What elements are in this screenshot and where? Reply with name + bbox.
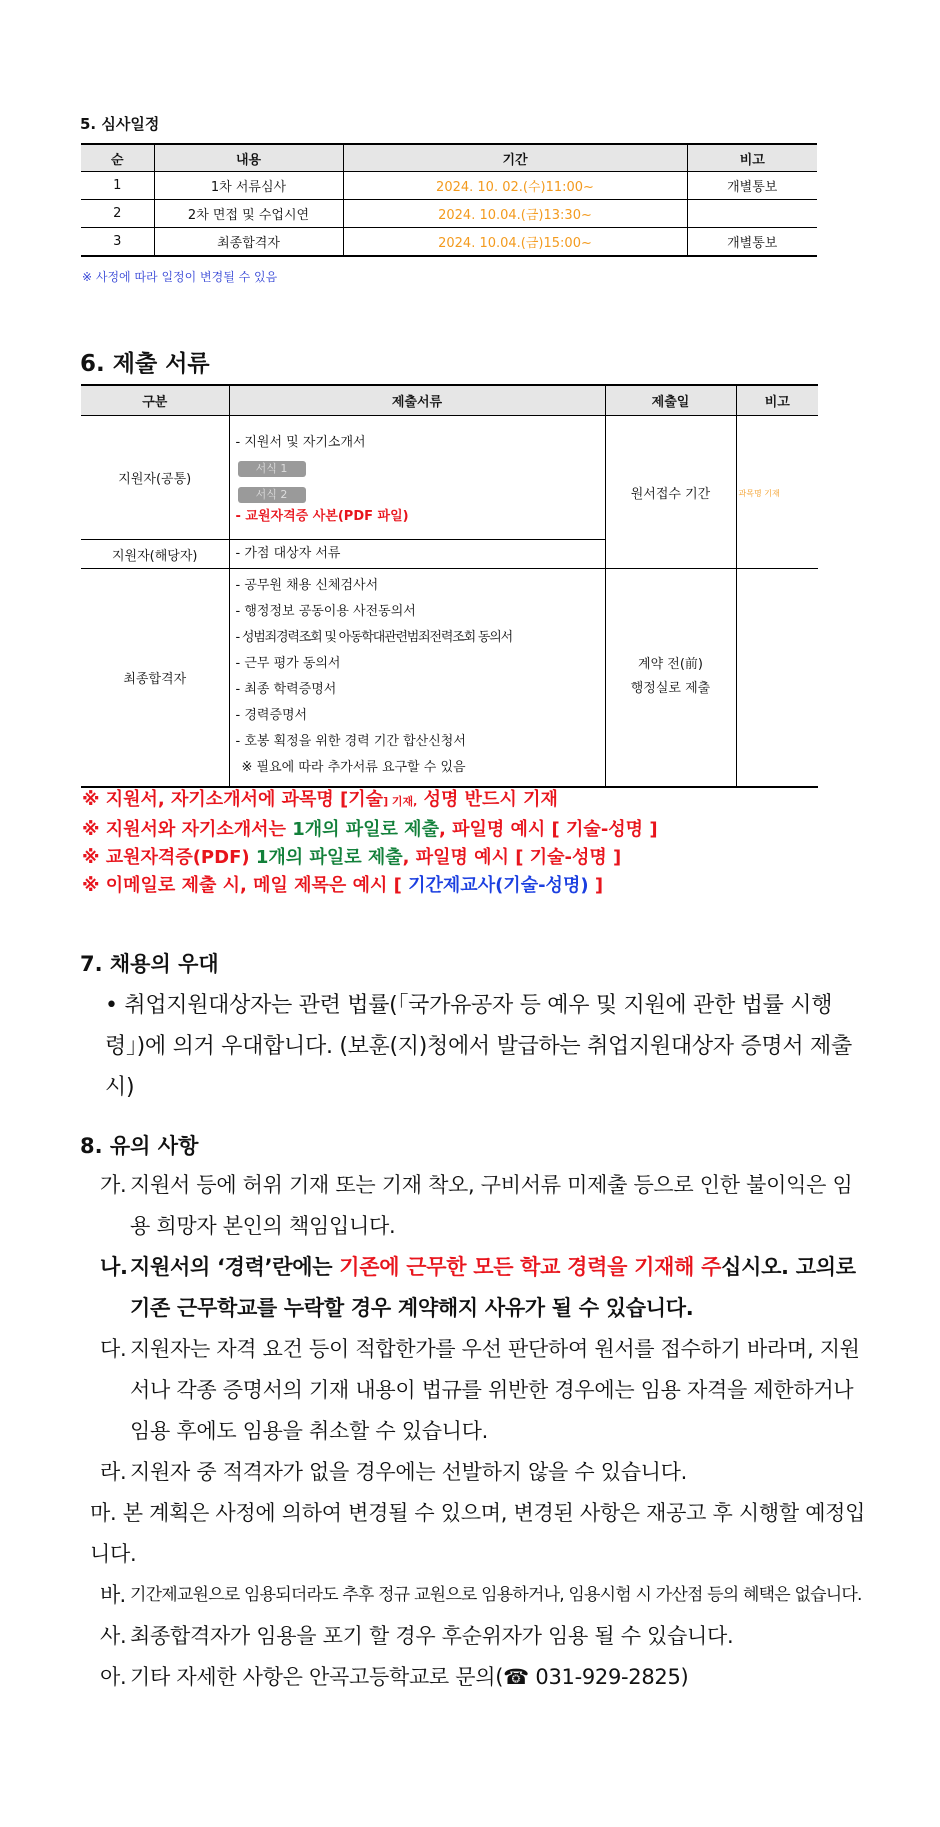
table-header-row: [81, 144, 817, 172]
list-item: 아. 기타 자세한 사항은 안곡고등학교로 문의(☎ 031-929-2825): [100, 1665, 689, 1689]
cell-content: 최종합격자: [154, 228, 343, 257]
doc-item: ※ 필요에 따라 추가서류 요구할 수 있음: [241, 760, 466, 776]
doc-item: - 경력증명서: [235, 708, 308, 724]
section5-title: 5. 심사일정: [80, 115, 160, 133]
section7-title: 7. 채용의 우대: [80, 952, 219, 976]
note-2: ※ 지원서와 자기소개서는 1개의 파일로 제출, 파일명 예시 [ 기술-성명 ]: [82, 819, 658, 840]
col-header: 비고: [736, 385, 818, 416]
notice-list: [90, 1165, 870, 1698]
table-row: [81, 228, 817, 257]
cell-content: 2차 면접 및 수업시연: [154, 200, 343, 228]
list-item: 가. 지원서 등에 허위 기재 또는 기재 착오, 구비서류 미제출 등으로 인한 불이익은 임용 희망자 본인의 책임입니다.: [100, 1173, 853, 1238]
section8-title: 8. 유의 사항: [80, 1134, 199, 1158]
section6-title: 6. 제출 서류: [80, 351, 210, 377]
col-header: 비고: [687, 144, 817, 172]
final-docs: [229, 569, 605, 787]
cell-period: 2024. 10.04.(금)15:00~: [343, 228, 687, 257]
table-row: [81, 200, 817, 228]
doc-item: - 성범죄경력조회 및 아동학대관련범죄전력조회 동의서: [235, 630, 512, 646]
col-header: 제출일: [605, 385, 736, 416]
documents-table: [81, 384, 818, 788]
submission-notes: [82, 786, 658, 900]
col-header: 구분: [81, 385, 229, 416]
list-item: 사. 최종합격자가 임용을 포기 할 경우 후순위자가 임용 될 수 있습니다.: [100, 1624, 734, 1648]
table-row: [81, 569, 818, 787]
category-relevant: 지원자(해당자): [81, 540, 229, 569]
relevant-doc: - 가점 대상자 서류: [229, 540, 605, 569]
note-1: ※ 지원서, 자기소개서에 과목명 [기술] 기재, 성명 반드시 기재: [82, 789, 558, 810]
final-date: [605, 569, 736, 787]
list-item: 나. 지원서의 ‘경력’란에는 기존에 근무한 모든 학교 경력을 기재해 주십시오. 고의로 기존 근무학교를 누락할 경우 계약해지 사유가 될 수 있습니다.: [100, 1255, 856, 1320]
common-docs: [229, 416, 605, 540]
doc-item: - 근무 평가 동의서: [235, 656, 341, 672]
doc-item-license: - 교원자격증 사본(PDF 파일): [235, 508, 409, 524]
list-item: 라. 지원자 중 적격자가 없을 경우에는 선발하지 않을 수 있습니다.: [100, 1460, 688, 1484]
cell-note: 개별통보: [687, 172, 817, 200]
table-row: [81, 172, 817, 200]
doc-item: - 최종 학력증명서: [235, 682, 337, 698]
category-common: 지원자(공통): [81, 416, 229, 540]
schedule-table: [81, 143, 817, 257]
subject-note: 과목명 기재: [738, 488, 780, 498]
form-1-pill: 서식 1: [238, 461, 306, 477]
form-2-pill: 서식 2: [238, 487, 306, 503]
list-item: 바. 기간제교원으로 임용되더라도 추후 정규 교원으로 임용하거나, 임용시험 시 가산점 등의 혜택은 없습니다.: [100, 1583, 862, 1607]
cell-no: 1: [81, 172, 154, 200]
cell-no: 2: [81, 200, 154, 228]
doc-item: - 공무원 채용 신체검사서: [235, 578, 379, 594]
col-header: 순: [81, 144, 154, 172]
category-final: 최종합격자: [81, 569, 229, 787]
doc-item: - 행정정보 공동이용 사전동의서: [235, 604, 416, 620]
common-date: 원서접수 기간: [605, 416, 736, 569]
col-header: 내용: [154, 144, 343, 172]
cell-content: 1차 서류심사: [154, 172, 343, 200]
list-item: 다. 지원자는 자격 요건 등이 적합한가를 우선 판단하여 원서를 접수하기 바라며, 지원서나 각종 증명서의 기재 내용이 법규를 위반한 경우에는 임용 자격을 제한하거나 임용 후에도 임용을 취소할 수 있습니다.: [100, 1337, 860, 1443]
section7-body: • 취업지원대상자는 관련 법률(「국가유공자 등 예우 및 지원에 관한 법률 시행령」)에 의거 우대합니다. (보훈(지)청에서 발급하는 취업지원대상자 증명서 제출 시): [105, 993, 852, 1100]
table-header-row: [81, 385, 818, 416]
note-4: ※ 이메일로 제출 시, 메일 제목은 예시 [ 기간제교사(기술-성명) ]: [82, 875, 604, 896]
cell-period: 2024. 10.04.(금)13:30~: [343, 200, 687, 228]
doc-item: - 호봉 획정을 위한 경력 기간 합산신청서: [235, 734, 466, 750]
cell-note: 개별통보: [687, 228, 817, 257]
common-note: [736, 416, 818, 569]
col-header: 제출서류: [229, 385, 605, 416]
schedule-footnote: ※ 사정에 따라 일정이 변경될 수 있음: [82, 270, 278, 284]
cell-note: [687, 200, 817, 228]
final-note: [736, 569, 818, 787]
col-header: 기간: [343, 144, 687, 172]
final-date-line1: 계약 전(前): [638, 657, 703, 673]
doc-item: - 지원서 및 자기소개서: [235, 434, 366, 450]
cell-period: 2024. 10. 02.(수)11:00~: [343, 172, 687, 200]
cell-no: 3: [81, 228, 154, 257]
list-item: 마. 본 계획은 사정에 의하여 변경될 수 있으며, 변경된 사항은 재공고 후 시행할 예정입니다.: [90, 1501, 866, 1566]
note-3: ※ 교원자격증(PDF) 1개의 파일로 제출, 파일명 예시 [ 기술-성명 ]: [82, 847, 622, 868]
final-date-line2: 행정실로 제출: [630, 681, 711, 697]
table-row: [81, 416, 818, 540]
